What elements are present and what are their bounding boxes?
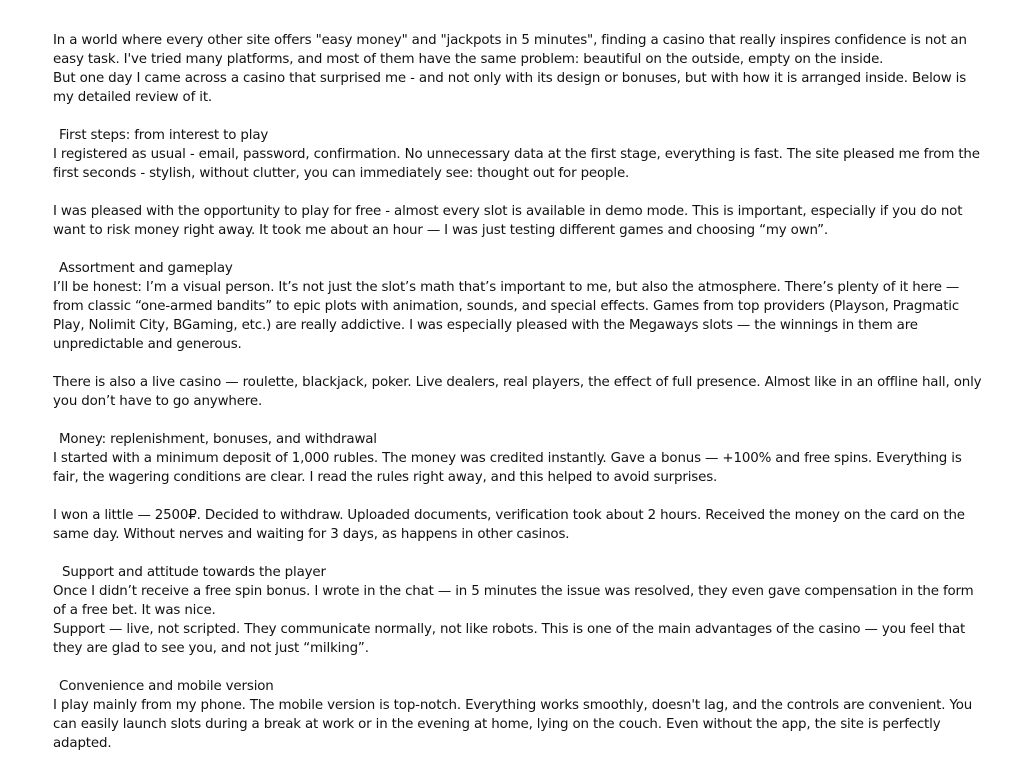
section-paragraph: I started with a minimum deposit of 1,000 rubles. The money was credited instantly. Gave a bonus — +100% and free spins. Everything is fair, the wagering conditions are clear. I read the rules right away, and this helped to avoid surprises. (53, 451, 962, 485)
spacer (53, 544, 983, 563)
spacer (53, 240, 983, 259)
section-paragraph: Once I didn’t receive a free spin bonus. I wrote in the chat — in 5 minutes the issue was resolved, they even gave compensation in the form of a free bet. It was nice. (53, 584, 974, 618)
spacer (53, 107, 983, 126)
intro-paragraph-1: In a world where every other site offers "easy money" and "jackpots in 5 minutes", finding a casino that really inspires confidence is not an easy task. I've tried many platforms, and most of them have the same problem: beautiful on the outside, empty on the inside. (53, 33, 967, 67)
section-paragraph: I won a little — 2500₽. Decided to withdraw. Uploaded documents, verification took about 2 hours. Received the money on the card on the same day. Without nerves and waiting for 3 days, as happens in other casinos. (53, 508, 965, 542)
section-heading-support: Support and attitude towards the player (62, 565, 326, 580)
spacer (53, 354, 983, 373)
section-heading-first-steps: First steps: from interest to play (59, 128, 269, 143)
section-paragraph: Support — live, not scripted. They communicate normally, not like robots. This is one of the main advantages of the casino — you feel that they are glad to see you, and not just “milking”. (53, 622, 966, 656)
section-paragraph: I was pleased with the opportunity to play for free - almost every slot is available in demo mode. This is important, especially if you do not want to risk money right away. It took me about an hour — I was just testing different games and choosing “my own”. (53, 204, 963, 238)
spacer (53, 183, 983, 202)
section-paragraph: I’ll be honest: I’m a visual person. It’s not just the slot’s math that’s important to me, but also the atmosphere. There’s plenty of it here — from classic “one-armed bandits” to epic plots with animation, sounds, and special effects. Games from top providers (Playson, Pragmatic Play, Nolimit City, BGaming, etc.) are really addictive. I was especially pleased with the Megaways slots — the winnings in them are unpredictable and generous. (53, 280, 960, 352)
article-body (53, 31, 983, 753)
spacer (53, 658, 983, 677)
section-paragraph: I play mainly from my phone. The mobile version is top-notch. Everything works smoothly, doesn't lag, and the controls are convenient. You can easily launch slots during a break at work or in the evening at home, lying on the couch. Even without the app, the site is perfectly adapted. (53, 698, 973, 751)
spacer (53, 411, 983, 430)
section-paragraph: There is also a live casino — roulette, blackjack, poker. Live dealers, real players, the effect of full presence. Almost like in an offline hall, only you don’t have to go anywhere. (53, 375, 982, 409)
intro-paragraph-2: But one day I came across a casino that surprised me - and not only with its design or bonuses, but with how it is arranged inside. Below is my detailed review of it. (53, 71, 967, 105)
section-heading-convenience: Convenience and mobile version (59, 679, 274, 694)
section-heading-assortment: Assortment and gameplay (59, 261, 233, 276)
section-paragraph: I registered as usual - email, password, confirmation. No unnecessary data at the first stage, everything is fast. The site pleased me from the first seconds - stylish, without clutter, you can immediately see: thought out for people. (53, 147, 980, 181)
spacer (53, 487, 983, 506)
section-heading-money: Money: replenishment, bonuses, and withdrawal (59, 432, 377, 447)
